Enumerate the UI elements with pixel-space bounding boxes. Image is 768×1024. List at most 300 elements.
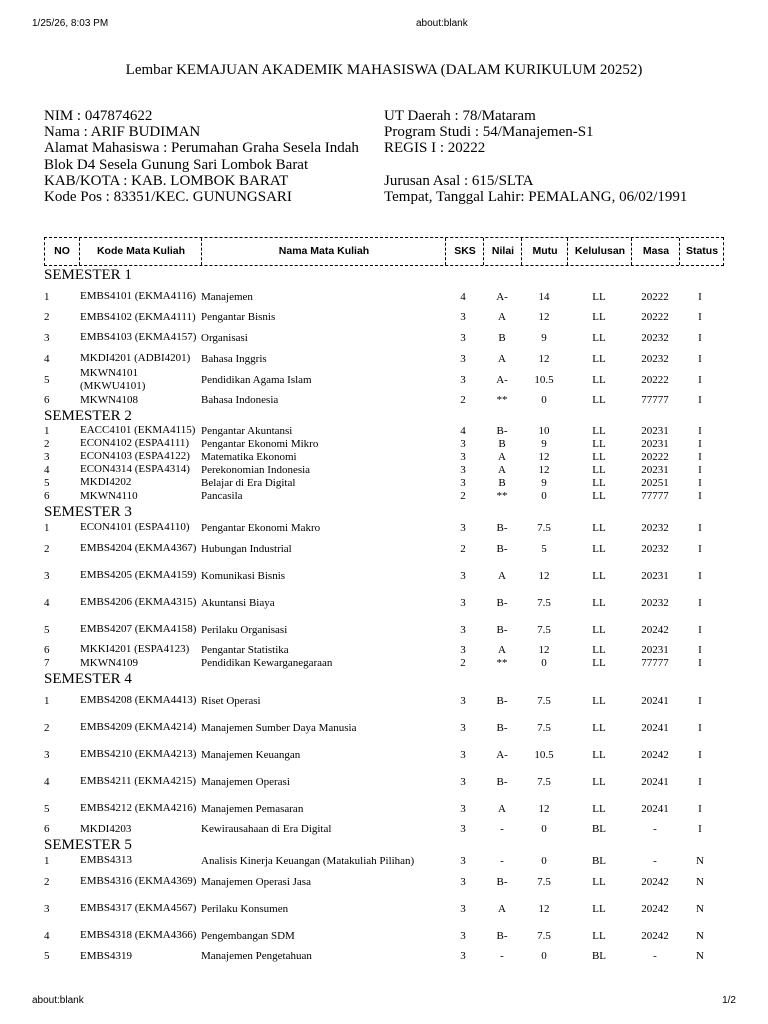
sks-value: 3 <box>460 748 466 761</box>
print-page-number: 1/2 <box>722 995 736 1006</box>
masa-value: 20222 <box>641 311 669 323</box>
row-no: 2 <box>44 875 50 888</box>
sks-value: 2 <box>460 657 466 669</box>
table-row <box>44 768 724 795</box>
masa-value: 20231 <box>641 424 669 437</box>
kelulusan-value: LL <box>592 394 606 406</box>
row-no: 3 <box>44 902 50 915</box>
kab-kota: KAB/KOTA : KAB. LOMBOK BARAT <box>44 172 289 189</box>
table-row <box>44 351 724 366</box>
mutu-value: 12 <box>538 643 550 656</box>
kelulusan-value: LL <box>592 424 606 437</box>
birth-place-date: Tempat, Tanggal Lahir: PEMALANG, 06/02/1991 <box>384 188 688 205</box>
semester-heading: SEMESTER 4 <box>44 671 132 687</box>
student-info-right <box>384 108 744 205</box>
course-code: EMBS4318 (EKMA4366) <box>80 929 197 941</box>
grade-value: B- <box>496 596 508 609</box>
kelulusan-value: LL <box>592 569 606 582</box>
row-no: 3 <box>44 450 50 463</box>
row-no: 3 <box>44 569 50 582</box>
course-code: EMBS4206 (EKMA4315) <box>80 596 197 608</box>
mutu-value: 0 <box>541 490 547 502</box>
grade-value: A- <box>496 748 508 761</box>
semester-heading: SEMESTER 5 <box>44 837 132 853</box>
course-code: EMBS4211 (EKMA4215) <box>80 775 197 787</box>
table-row <box>44 868 724 895</box>
table-row <box>44 535 724 562</box>
grade-value: B- <box>496 721 508 734</box>
masa-value: 20232 <box>641 352 669 365</box>
status-value: I <box>698 542 702 555</box>
sks-value: 3 <box>460 521 466 534</box>
grade-value: B- <box>496 929 508 942</box>
masa-value: 20242 <box>641 623 669 636</box>
grade-value: - <box>500 950 504 962</box>
status-value: I <box>698 352 702 365</box>
mutu-value: 12 <box>538 450 550 463</box>
table-row <box>44 741 724 768</box>
table-row <box>44 393 724 407</box>
mutu-value: 9 <box>541 476 547 489</box>
course-name: Belajar di Era Digital <box>201 476 296 489</box>
semester-heading: SEMESTER 2 <box>44 408 132 424</box>
browser-print-header <box>0 18 768 32</box>
sks-value: 3 <box>460 721 466 734</box>
kelulusan-value: LL <box>592 623 606 636</box>
mutu-value: 5 <box>541 542 547 555</box>
status-value: I <box>698 521 702 534</box>
course-name: Akuntansi Biaya <box>201 596 275 609</box>
course-name: Manajemen Pemasaran <box>201 802 304 815</box>
course-code: MKDI4201 (ADBI4201) <box>80 352 191 364</box>
course-name: Manajemen Operasi Jasa <box>201 875 311 888</box>
status-value: I <box>698 721 702 734</box>
masa-value: - <box>653 950 657 962</box>
status-value: I <box>698 394 702 406</box>
row-no: 7 <box>44 657 50 669</box>
kelulusan-value: BL <box>591 823 607 835</box>
masa-value: 20251 <box>641 476 669 489</box>
row-no: 5 <box>44 623 50 636</box>
course-code: MKWN4110 <box>80 489 138 502</box>
masa-value: 20222 <box>641 373 669 386</box>
course-name: Perilaku Konsumen <box>201 902 289 915</box>
status-value: I <box>698 775 702 788</box>
mutu-value: 0 <box>541 823 547 835</box>
course-code: EMBS4103 (EKMA4157) <box>80 331 197 343</box>
mutu-value: 9 <box>541 437 547 450</box>
mutu-value: 9 <box>541 331 547 344</box>
header-mutu: Mutu <box>521 238 568 265</box>
row-no: 5 <box>44 476 50 489</box>
course-name: Pendidikan Agama Islam <box>201 373 312 386</box>
course-code: ECON4103 (ESPA4122) <box>80 450 190 462</box>
status-value: I <box>698 623 702 636</box>
row-no: 1 <box>44 694 50 707</box>
course-name: Analisis Kinerja Keuangan (Matakuliah Pilihan) <box>201 854 415 867</box>
row-no: 3 <box>44 331 50 344</box>
masa-value: 20222 <box>641 450 669 463</box>
grade-value: B- <box>496 542 508 555</box>
sks-value: 3 <box>460 331 466 344</box>
student-name: Nama : ARIF BUDIMAN <box>44 124 201 141</box>
grade-value: - <box>500 854 504 867</box>
course-code: ECON4102 (ESPA4111) <box>80 437 190 449</box>
sks-value: 3 <box>460 373 466 386</box>
table-row <box>44 853 724 868</box>
mutu-value: 12 <box>538 902 550 915</box>
grade-value: B- <box>496 521 508 534</box>
kelulusan-value: LL <box>592 521 606 534</box>
masa-value: 20232 <box>641 331 669 344</box>
grade-value: B- <box>496 775 508 788</box>
grade-value: A- <box>496 373 508 386</box>
course-name: Manajemen <box>201 290 253 303</box>
kelulusan-value: LL <box>592 437 606 450</box>
mutu-value: 12 <box>538 463 550 476</box>
status-value: I <box>698 331 702 344</box>
status-value: N <box>696 902 704 915</box>
sks-value: 2 <box>460 394 466 406</box>
course-code: MKWN4109 <box>80 656 139 669</box>
table-row <box>44 895 724 922</box>
row-no: 2 <box>44 542 50 555</box>
masa-value: 20231 <box>641 569 669 582</box>
kelulusan-value: LL <box>592 352 606 365</box>
status-value: I <box>698 490 702 502</box>
course-name: Organisasi <box>201 331 248 344</box>
jurusan-asal: Jurusan Asal : 615/SLTA <box>384 172 534 189</box>
program-studi: Program Studi : 54/Manajemen-S1 <box>384 124 594 141</box>
kelulusan-value: LL <box>592 542 606 555</box>
course-name: Matematika Ekonomi <box>201 450 297 463</box>
table-row <box>44 589 724 616</box>
masa-value: 20241 <box>641 721 669 734</box>
masa-value: - <box>653 823 657 835</box>
masa-value: 77777 <box>641 490 669 502</box>
masa-value: 20222 <box>641 290 669 303</box>
course-code: MKKI4201 (ESPA4123) <box>80 643 190 655</box>
row-no: 6 <box>44 394 50 406</box>
nim: NIM : 047874622 <box>44 108 153 124</box>
semester-heading: SEMESTER 3 <box>44 504 132 520</box>
masa-value: 20242 <box>641 929 669 942</box>
row-no: 2 <box>44 311 50 323</box>
table-row <box>44 822 724 836</box>
course-name: Pengembangan SDM <box>201 929 295 942</box>
course-name: Pengantar Statistika <box>201 643 289 656</box>
grade-value: A <box>498 311 506 323</box>
kelulusan-value: LL <box>592 476 606 489</box>
kelulusan-value: LL <box>592 643 606 656</box>
grade-value: B <box>498 476 506 489</box>
grade-value: ** <box>496 657 508 669</box>
table-row <box>44 795 724 822</box>
mutu-value: 7.5 <box>537 721 551 734</box>
row-no: 4 <box>44 352 50 365</box>
masa-value: 20232 <box>641 521 669 534</box>
course-code: ECON4314 (ESPA4314) <box>80 463 190 475</box>
course-code: MKDI4203 <box>80 822 132 835</box>
sks-value: 3 <box>460 623 466 636</box>
grade-value: A <box>498 643 506 656</box>
grade-value: ** <box>496 490 508 502</box>
status-value: N <box>696 950 704 962</box>
status-value: I <box>698 643 702 656</box>
kelulusan-value: LL <box>592 657 606 669</box>
table-row <box>44 922 724 949</box>
course-name: Pendidikan Kewarganegaraan <box>201 657 333 669</box>
table-row <box>44 324 724 351</box>
course-code: MKWN4101 (MKWU4101) <box>80 366 146 392</box>
masa-value: 20241 <box>641 694 669 707</box>
sks-value: 4 <box>460 290 466 303</box>
header-status: Status <box>679 238 724 265</box>
sks-value: 3 <box>460 823 466 835</box>
course-name: Perekonomian Indonesia <box>201 463 311 476</box>
sks-value: 3 <box>460 463 466 476</box>
grade-value: B- <box>496 424 508 437</box>
header-sks: SKS <box>445 238 484 265</box>
mutu-value: 14 <box>538 290 550 303</box>
status-value: I <box>698 463 702 476</box>
table-row <box>44 687 724 714</box>
grade-value: A- <box>496 290 508 303</box>
kelulusan-value: LL <box>592 902 606 915</box>
sks-value: 3 <box>460 775 466 788</box>
row-no: 1 <box>44 424 50 437</box>
table-row <box>44 450 724 463</box>
course-code: EMBS4208 (EKMA4413) <box>80 694 197 706</box>
kelulusan-value: LL <box>592 694 606 707</box>
masa-value: 77777 <box>641 394 669 406</box>
masa-value: 20242 <box>641 902 669 915</box>
status-value: I <box>698 424 702 437</box>
course-code: EMBS4207 (EKMA4158) <box>80 623 197 635</box>
mutu-value: 10.5 <box>534 748 554 761</box>
status-value: N <box>696 854 704 867</box>
grade-value: A <box>498 352 506 365</box>
course-code: EACC4101 (EKMA4115) <box>80 424 196 436</box>
sks-value: 4 <box>460 424 466 437</box>
row-no: 6 <box>44 490 50 502</box>
course-code: EMBS4319 <box>80 949 132 962</box>
status-value: I <box>698 437 702 450</box>
header-nama: Nama Mata Kuliah <box>201 238 446 265</box>
mutu-value: 7.5 <box>537 775 551 788</box>
kelulusan-value: LL <box>592 875 606 888</box>
row-no: 1 <box>44 521 50 534</box>
row-no: 3 <box>44 748 50 761</box>
course-code: EMBS4317 (EKMA4567) <box>80 902 197 914</box>
table-row <box>44 616 724 643</box>
sks-value: 3 <box>460 352 466 365</box>
address-line-1: Alamat Mahasiswa : Perumahan Graha Sesela Indah <box>44 140 359 157</box>
mutu-value: 12 <box>538 569 550 582</box>
row-no: 6 <box>44 823 50 835</box>
mutu-value: 0 <box>541 394 547 406</box>
sks-value: 3 <box>460 854 466 867</box>
course-code: EMBS4212 (EKMA4216) <box>80 802 197 814</box>
sks-value: 3 <box>460 694 466 707</box>
print-footer-url: about:blank <box>32 995 84 1006</box>
course-name: Bahasa Inggris <box>201 352 267 365</box>
table-row <box>44 283 724 310</box>
mutu-value: 7.5 <box>537 596 551 609</box>
course-name: Pengantar Ekonomi Makro <box>201 521 321 534</box>
grade-value: ** <box>496 394 508 406</box>
table-row <box>44 437 724 450</box>
header-nilai: Nilai <box>483 238 522 265</box>
sks-value: 3 <box>460 643 466 656</box>
mutu-value: 7.5 <box>537 623 551 636</box>
grade-value: A <box>498 902 506 915</box>
sks-value: 3 <box>460 476 466 489</box>
course-name: Pengantar Ekonomi Mikro <box>201 437 319 450</box>
grade-value: - <box>500 823 504 835</box>
sks-value: 3 <box>460 902 466 915</box>
mutu-value: 7.5 <box>537 694 551 707</box>
sks-value: 3 <box>460 596 466 609</box>
table-row <box>44 656 724 670</box>
masa-value: 20242 <box>641 875 669 888</box>
course-name: Riset Operasi <box>201 694 261 707</box>
header-masa: Masa <box>631 238 680 265</box>
sks-value: 3 <box>460 802 466 815</box>
mutu-value: 7.5 <box>537 875 551 888</box>
kelulusan-value: LL <box>592 311 606 323</box>
mutu-value: 10 <box>538 424 550 437</box>
course-code: EMBS4209 (EKMA4214) <box>80 721 197 733</box>
print-datetime: 1/25/26, 8:03 PM <box>32 18 109 29</box>
postal-code: Kode Pos : 83351/KEC. GUNUNGSARI <box>44 189 292 206</box>
course-code: EMBS4101 (EKMA4116) <box>80 290 197 302</box>
print-url: about:blank <box>416 18 468 29</box>
row-no: 6 <box>44 643 50 656</box>
kelulusan-value: LL <box>592 373 606 386</box>
table-header <box>44 237 724 266</box>
grade-value: B- <box>496 623 508 636</box>
sks-value: 3 <box>460 929 466 942</box>
sks-value: 2 <box>460 490 466 502</box>
grade-value: A <box>498 802 506 815</box>
course-name: Pengantar Bisnis <box>201 311 276 323</box>
sks-value: 3 <box>460 450 466 463</box>
masa-value: 20242 <box>641 748 669 761</box>
masa-value: 20241 <box>641 802 669 815</box>
course-name: Komunikasi Bisnis <box>201 569 286 582</box>
kelulusan-value: BL <box>591 950 607 962</box>
status-value: I <box>698 476 702 489</box>
sks-value: 2 <box>460 542 466 555</box>
sks-value: 3 <box>460 311 466 323</box>
masa-value: - <box>653 854 657 867</box>
document-title: Lembar KEMAJUAN AKADEMIK MAHASISWA (DALAM KURIKULUM 20252) <box>125 62 643 78</box>
course-code: ECON4101 (ESPA4110) <box>80 521 190 533</box>
course-name: Manajemen Sumber Daya Manusia <box>201 721 357 734</box>
kelulusan-value: LL <box>592 490 606 502</box>
grade-value: A <box>498 450 506 463</box>
grade-value: B- <box>496 875 508 888</box>
kelulusan-value: LL <box>592 331 606 344</box>
kelulusan-value: BL <box>591 854 607 867</box>
status-value: I <box>698 569 702 582</box>
kelulusan-value: LL <box>592 463 606 476</box>
masa-value: 20241 <box>641 775 669 788</box>
kelulusan-value: LL <box>592 748 606 761</box>
grade-value: B <box>498 437 506 450</box>
course-code: MKDI4202 <box>80 476 132 488</box>
mutu-value: 12 <box>538 802 550 815</box>
table-row <box>44 562 724 589</box>
grade-value: A <box>498 569 506 582</box>
kelulusan-value: LL <box>592 290 606 303</box>
course-name: Bahasa Indonesia <box>201 394 279 406</box>
header-kode: Kode Mata Kuliah <box>79 238 202 265</box>
mutu-value: 0 <box>541 854 547 867</box>
table-row <box>44 714 724 741</box>
address-line-2: Blok D4 Sesela Gunung Sari Lombok Barat <box>44 156 309 173</box>
course-code: EMBS4313 <box>80 854 132 866</box>
row-no: 4 <box>44 463 50 476</box>
course-table-body <box>44 266 724 963</box>
status-value: I <box>698 823 702 835</box>
table-row <box>44 643 724 656</box>
grade-value: B <box>498 331 506 344</box>
table-row <box>44 424 724 437</box>
mutu-value: 12 <box>538 311 550 323</box>
grade-value: B- <box>496 694 508 707</box>
row-no: 2 <box>44 721 50 734</box>
table-row <box>44 489 724 503</box>
course-code: EMBS4210 (EKMA4213) <box>80 748 197 760</box>
course-name: Hubungan Industrial <box>201 542 292 555</box>
kelulusan-value: LL <box>592 775 606 788</box>
status-value: I <box>698 694 702 707</box>
course-name: Perilaku Organisasi <box>201 623 288 636</box>
course-name: Kewirausahaan di Era Digital <box>201 823 332 835</box>
sks-value: 3 <box>460 875 466 888</box>
row-no: 2 <box>44 437 50 450</box>
status-value: I <box>698 802 702 815</box>
status-value: I <box>698 290 702 303</box>
course-name: Manajemen Keuangan <box>201 748 301 761</box>
ut-daerah: UT Daerah : 78/Mataram <box>384 108 536 124</box>
course-code: EMBS4204 (EKMA4367) <box>80 542 197 554</box>
table-row <box>44 463 724 476</box>
row-no: 1 <box>44 854 50 867</box>
row-no: 4 <box>44 929 50 942</box>
masa-value: 77777 <box>641 657 669 669</box>
status-value: N <box>696 929 704 942</box>
status-value: I <box>698 657 702 669</box>
course-name: Pancasila <box>201 490 243 502</box>
table-row <box>44 476 724 489</box>
row-no: 4 <box>44 596 50 609</box>
mutu-value: 0 <box>541 950 547 962</box>
header-no: NO <box>54 245 70 257</box>
kelulusan-value: LL <box>592 450 606 463</box>
row-no: 5 <box>44 373 50 386</box>
course-name: Manajemen Operasi <box>201 775 290 788</box>
browser-print-footer <box>0 995 768 1009</box>
row-no: 4 <box>44 775 50 788</box>
masa-value: 20231 <box>641 437 669 450</box>
status-value: I <box>698 596 702 609</box>
masa-value: 20232 <box>641 542 669 555</box>
course-name: Manajemen Pengetahuan <box>201 950 312 962</box>
table-row <box>44 520 724 535</box>
